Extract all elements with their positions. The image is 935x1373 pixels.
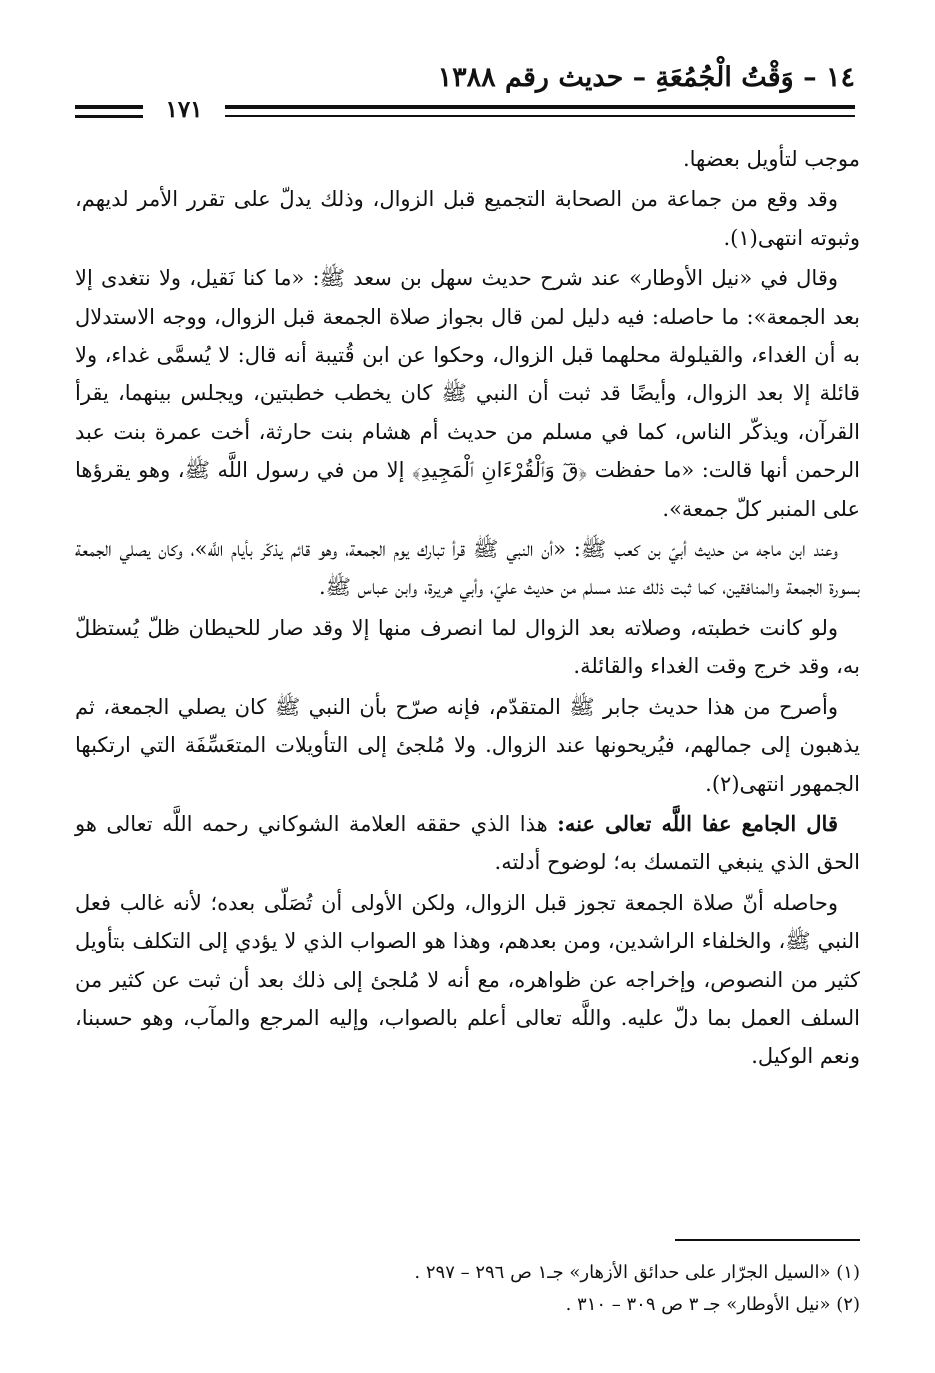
paragraph: وقد وقع من جماعة من الصحابة التجميع قبل الزوال، وذلك يدلّ على تقرر الأمر لديهم، وثبوته انتهى(١). <box>75 187 860 250</box>
paragraph: وحاصله أنّ صلاة الجمعة تجوز قبل الزوال، ولكن الأولى أن تُصَلّى بعده؛ لأنه غالب فعل النبي ﷺ، والخلفاء الراشدين، ومن بعدهم، وهذا هو الصواب الذي لا يؤدي إلى التكلف بتأويل كثير من النصوص، وإخراجه عن ظواهره، مع أنه لا مُلجئ إلى ذلك بعد أن ثبت عن كثير من السلف العمل بما دلّ عليه. واللَّه تعالى أعلم بالصواب، وإليه المرجع والمآب، وهو حسبنا، ونعم الوكيل. <box>75 890 860 1069</box>
paragraph: وقال في «نيل الأوطار» عند شرح حديث سهل بن سعد ﷺ: «ما كنا نَقيل، ولا نتغدى إلا بعد الجمعة»: ما حاصله: فيه دليل لمن قال بجواز صلاة الجمعة قبل الزوال، ووجه الاستدلال به أن الغداء، والقيلولة محلهما قبل الزوال، وحكوا عن ابن قُتيبة أنه قال: لا يُسمَّى غداء، ولا قائلة إلا بعد الزوال، وأيضًا قد ثبت أن النبي ﷺ كان يخطب خطبتين، ويجلس بينهما، يقرأ القرآن، ويذكّر الناس، كما في مسلم من حديث أم هشام بنت حارثة، أخت عمرة بنت عبد الرحمن أنها قالت: «ما حفظت ﴿قٓ وَٱلْقُرْءَانِ ٱلْمَجِيدِ﴾ إلا من في رسول اللَّه ﷺ، وهو يقرؤها على المنبر كلّ جمعة». <box>75 266 860 521</box>
footnote: (١) «السيل الجرّار على حدائق الأزهار» جـ١ ص ٢٩٦ – ٢٩٧ . <box>414 1262 860 1283</box>
paragraph-with-lead <box>75 805 860 882</box>
header-rule <box>75 96 855 127</box>
bold-lead: قال الجامع عفا اللَّه تعالى عنه: <box>557 810 838 836</box>
paragraph: ولو كانت خطبته، وصلاته بعد الزوال لما انصرف منها إلا وقد صار للحيطان ظلّ يُستظلّ به، وقد خرج وقت الغداء والقائلة. <box>75 615 860 679</box>
footnote-separator <box>675 1239 860 1241</box>
paragraph: وعند ابن ماجه من حديث أبيّ بن كعب ﷺ: «أن النبي ﷺ قرأ تبارك يوم الجمعة، وهو قائم يذكّر بأيام اللَّه»، وكان يصلي الجمعة بسورة الجمعة والمنافقين، كما ثبت ذلك عند مسلم من حديث عليّ، وأبي هريرة، وابن عباس ﷺ. <box>75 537 860 600</box>
paragraph: وأصرح من هذا حديث جابر ﷺ المتقدّم، فإنه صرّح بأن النبي ﷺ كان يصلي الجمعة، ثم يذهبون إلى جمالهم، فيُريحونها عند الزوال. ولا مُلجئ إلى التأويلات المتعَسِّفَة التي ارتكبها الجمهور انتهى(٢). <box>75 694 860 796</box>
body-text <box>75 140 860 1078</box>
paragraph: موجب لتأويل بعضها. <box>682 147 860 171</box>
footnotes <box>75 1257 860 1321</box>
footnote: (٢) «نيل الأوطار» جـ ٣ ص ٣٠٩ – ٣١٠ . <box>565 1294 860 1315</box>
page-number: ١٧١ <box>165 96 203 123</box>
running-header-title: ١٤ – وَقْتُ الْجُمُعَةِ – حديث رقم ١٣٨٨ <box>437 62 855 93</box>
paragraph-text: هذا الذي حققه العلامة الشوكاني رحمه اللَّه تعالى هو الحق الذي ينبغي التمسك به؛ لوضوح أدلته. <box>75 811 860 875</box>
